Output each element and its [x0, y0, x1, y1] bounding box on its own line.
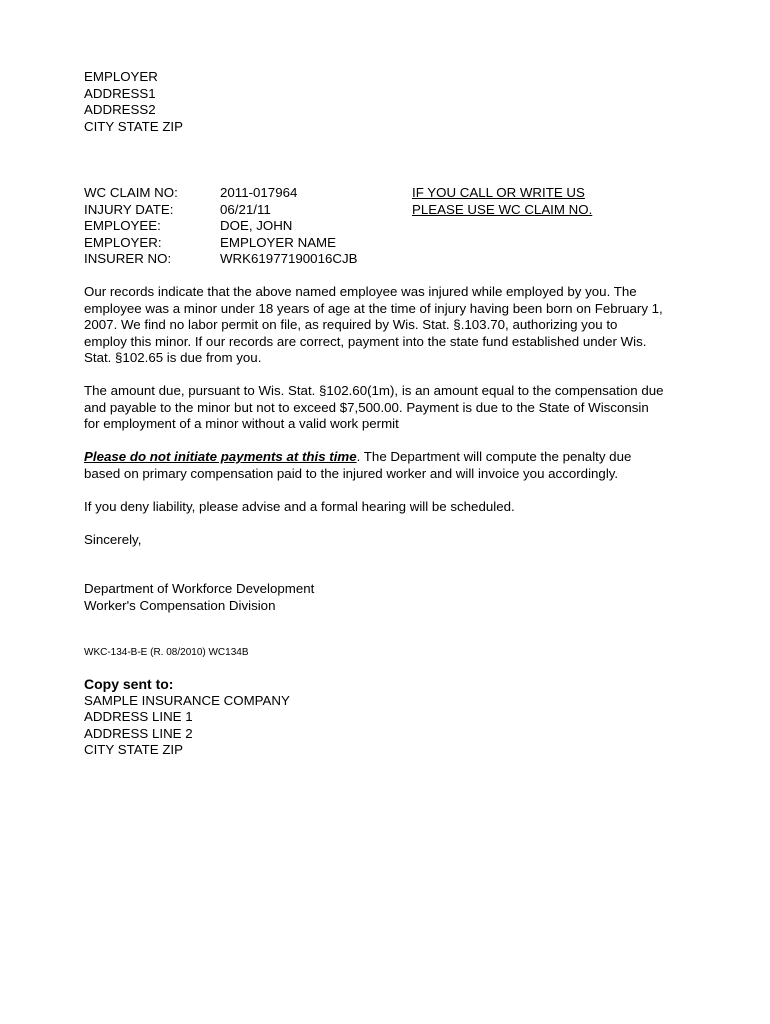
paragraph-line: Stat. §102.65 is due from you.	[84, 350, 262, 365]
copy-city-state-zip: CITY STATE ZIP	[84, 742, 183, 757]
paragraph-line: If you deny liability, please advise and a formal hearing will be scheduled.	[84, 498, 515, 514]
claim-row-injury-date	[84, 202, 412, 219]
paragraph-payment-instruction	[84, 449, 704, 482]
paragraph-liability	[84, 499, 704, 516]
claim-value: DOE, JOHN	[220, 218, 293, 233]
signature-division: Worker's Compensation Division	[84, 597, 276, 613]
claim-row-employee	[84, 218, 412, 235]
claim-number-notice	[412, 185, 592, 218]
paragraph-minor-employment	[84, 284, 704, 367]
payment-warning: Please do not initiate payments at this time	[84, 449, 357, 464]
copy-heading: Copy sent to:	[84, 676, 174, 692]
claim-row-employer	[84, 235, 412, 252]
claim-value: 2011-017964	[220, 185, 298, 200]
paragraph-line: Our records indicate that the above named employee was injured while employed by you. The	[84, 284, 637, 299]
paragraph-line: for employment of a minor without a valid work permit	[84, 416, 399, 431]
claim-label: EMPLOYER:	[84, 234, 162, 250]
copy-address-2: ADDRESS LINE 2	[84, 725, 193, 741]
recipient-address-1: ADDRESS1	[84, 85, 156, 101]
paragraph-line: employee was a minor under 18 years of age at the time of injury having been born on February 1,	[84, 300, 663, 316]
notice-line-2: PLEASE USE WC CLAIM NO.	[412, 201, 593, 217]
recipient-address-2: ADDRESS2	[84, 102, 156, 117]
claim-value: WRK61977190016CJB	[220, 251, 358, 266]
claim-value: 06/21/11	[220, 201, 271, 217]
paragraph-amount-due	[84, 383, 704, 433]
claim-label: WC CLAIM NO:	[84, 185, 178, 200]
copy-recipient	[84, 676, 290, 759]
copy-recipient-name: SAMPLE INSURANCE COMPANY	[84, 692, 290, 708]
paragraph-line: employ this minor. If our records are correct, payment into the state fund established under Wis.	[84, 333, 647, 349]
paragraph-line	[84, 449, 704, 466]
claim-value: EMPLOYER NAME	[220, 234, 337, 250]
recipient-address	[84, 69, 183, 135]
paragraph-line: and payable to the minor but not to exceed $7,500.00. Payment is due to the State of Wisconsin	[84, 399, 649, 415]
claim-label: EMPLOYEE:	[84, 218, 161, 233]
closing-text: Sincerely,	[84, 531, 142, 547]
claim-label: INJURY DATE:	[84, 201, 174, 217]
signature-department: Department of Workforce Development	[84, 581, 315, 596]
paragraph-line: based on primary compensation paid to the injured worker and will invoice you accordingly.	[84, 465, 619, 481]
claim-info-table	[84, 185, 412, 268]
recipient-name: EMPLOYER	[84, 69, 158, 84]
closing	[84, 532, 704, 549]
form-identifier: WKC-134-B-E (R. 08/2010) WC134B	[84, 647, 249, 658]
recipient-city-state-zip: CITY STATE ZIP	[84, 118, 183, 134]
paragraph-line: 2007. We find no labor permit on file, as required by Wis. Stat. §.103.70, authorizing you to	[84, 317, 618, 332]
claim-row-wc-claim-no	[84, 185, 412, 202]
paragraph-line: The amount due, pursuant to Wis. Stat. §102.60(1m), is an amount equal to the compensation due	[84, 383, 664, 398]
claim-row-insurer-no	[84, 251, 412, 268]
paragraph-text: . The Department will compute the penalty due	[356, 449, 632, 464]
notice-line-1: IF YOU CALL OR WRITE US	[412, 185, 585, 200]
claim-label: INSURER NO:	[84, 251, 172, 266]
signature-block	[84, 581, 314, 614]
copy-address-1: ADDRESS LINE 1	[84, 709, 193, 724]
letter-body	[84, 284, 704, 565]
